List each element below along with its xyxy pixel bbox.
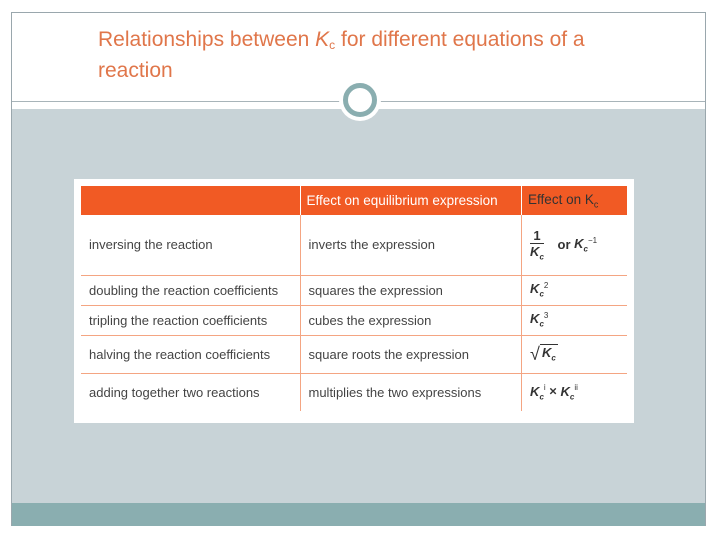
row-kc: $K_c^i \times K_c^{ii}$ bbox=[522, 373, 627, 411]
row-effect: cubes the expression bbox=[300, 305, 522, 335]
slide-title: Relationships between $K_c$ for different equations of a reaction bbox=[98, 28, 585, 82]
row-change: tripling the reaction coefficients bbox=[81, 305, 300, 335]
table-header-row bbox=[81, 186, 627, 215]
table-row bbox=[81, 275, 627, 305]
row-effect: square roots the expression bbox=[300, 335, 522, 373]
header-effect-expression: Effect on equilibrium expression bbox=[300, 186, 522, 215]
row-change: doubling the reaction coefficients bbox=[81, 275, 300, 305]
kc-relationship-table-card bbox=[74, 179, 634, 423]
kc-relationship-table bbox=[81, 186, 627, 411]
kc-fraction: $\frac{1}{K_c}$ bbox=[530, 227, 544, 262]
table-row bbox=[81, 305, 627, 335]
row-kc: $K_c^3$ bbox=[522, 305, 627, 335]
footer-bar bbox=[12, 503, 705, 526]
table-row bbox=[81, 335, 627, 373]
table-row bbox=[81, 373, 627, 411]
row-change: inversing the reaction bbox=[89, 237, 213, 253]
ring-ornament-icon bbox=[339, 79, 381, 121]
header-effect-kc: Effect on $K_c$ bbox=[522, 186, 627, 215]
header-change bbox=[81, 186, 300, 215]
row-kc: √ $K_c$ bbox=[522, 335, 627, 373]
table-row bbox=[81, 215, 627, 275]
row-effect: inverts the expression bbox=[300, 215, 522, 275]
row-effect: squares the expression bbox=[300, 275, 522, 305]
row-kc: $\frac{1}{K_c}$ or $K_c^{-1}$ bbox=[522, 215, 627, 275]
row-kc: $K_c^2$ bbox=[522, 275, 627, 305]
row-change: halving the reaction coefficients bbox=[81, 335, 300, 373]
row-effect: multiplies the two expressions bbox=[300, 373, 522, 411]
slide-frame bbox=[11, 12, 706, 526]
row-change: adding together two reactions bbox=[81, 373, 300, 411]
